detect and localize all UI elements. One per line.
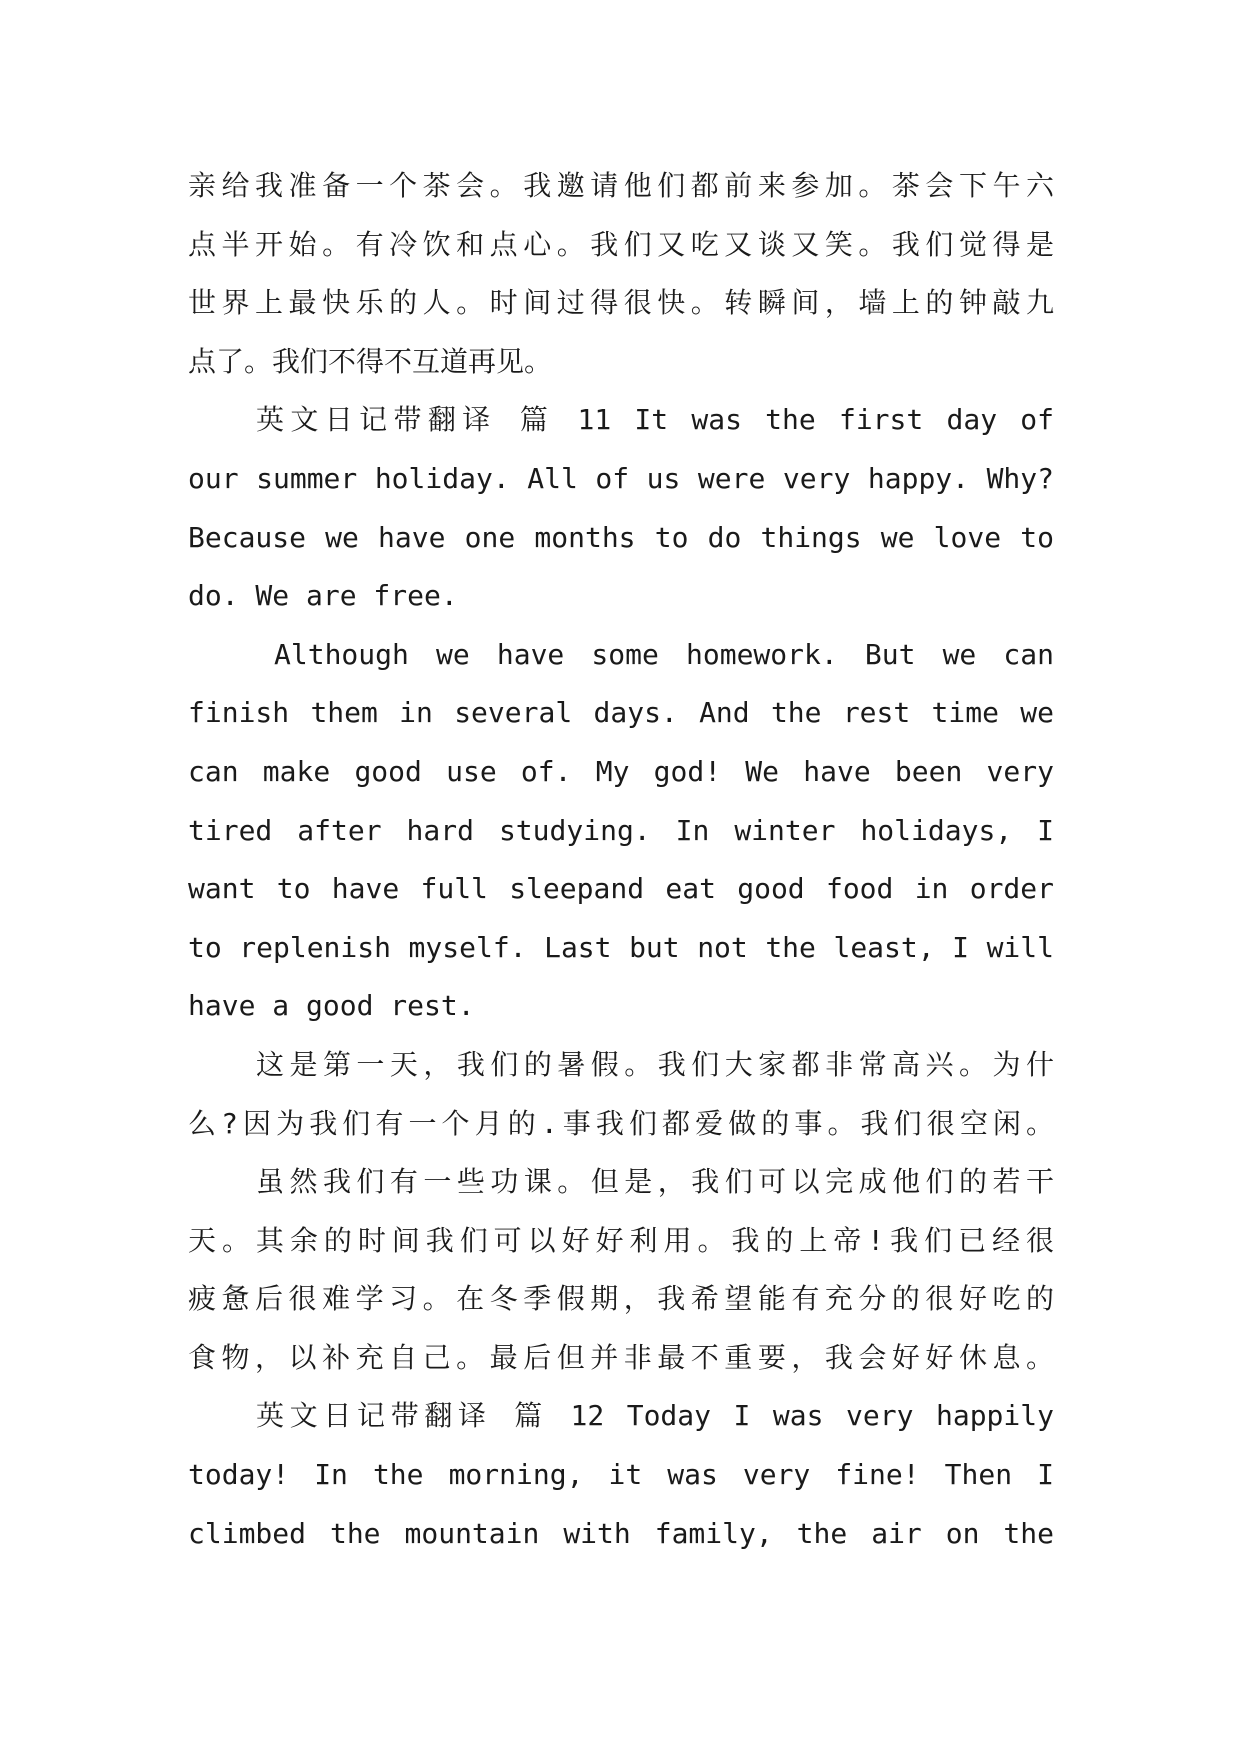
- text-line: our summer holiday. All of us were very happy. Why?: [188, 461, 1054, 495]
- text-line: 点半开始。有冷饮和点心。我们又吃又谈又笑。我们觉得是: [188, 227, 1054, 261]
- text-line: do. We are free.: [188, 579, 458, 613]
- text-line: 虽然我们有一些功课。但是，我们可以完成他们的若干: [256, 1165, 1054, 1199]
- text-line: 么?因为我们有一个月的.事我们都爱做的事。我们很空闲。: [188, 1106, 1054, 1140]
- section-heading-line: 英文日记带翻译 篇 11 It was the first day of: [256, 403, 1054, 437]
- text-line: finish them in several days. And the rest time we: [188, 696, 1054, 730]
- text-line: want to have full sleepand eat good food in order: [188, 872, 1054, 906]
- text-line: Although we have some homework. But we can: [274, 637, 1054, 671]
- text-line: tired after hard studying. In winter holidays, I: [188, 813, 1054, 847]
- text-line: can make good use of. My god! We have been very: [188, 754, 1054, 788]
- text-line: 食物，以补充自己。最后但并非最不重要，我会好好休息。: [188, 1340, 1054, 1374]
- document-body: [188, 157, 1054, 1563]
- text-line: have a good rest.: [188, 989, 475, 1023]
- text-line: 天。其余的时间我们可以好好利用。我的上帝!我们已经很: [188, 1223, 1054, 1257]
- text-line: 亲给我准备一个茶会。我邀请他们都前来参加。茶会下午六: [188, 169, 1054, 202]
- text-line: climbed the mountain with family, the air on the: [188, 1516, 1054, 1550]
- section-heading-line: 英文日记带翻译 篇 12 Today I was very happily: [256, 1399, 1054, 1433]
- text-line: 疲惫后很难学习。在冬季假期，我希望能有充分的很好吃的: [188, 1282, 1054, 1316]
- text-line: 点了。我们不得不互道再见。: [188, 344, 553, 378]
- text-line: Because we have one months to do things we love to: [188, 520, 1054, 554]
- text-line: to replenish myself. Last but not the least, I will: [188, 930, 1054, 964]
- text-line: today! In the morning, it was very fine! Then I: [188, 1458, 1054, 1492]
- text-line: 世界上最快乐的人。时间过得很快。转瞬间，墙上的钟敲九: [188, 286, 1054, 320]
- text-line: 这是第一天，我们的暑假。我们大家都非常高兴。为什: [256, 1047, 1054, 1081]
